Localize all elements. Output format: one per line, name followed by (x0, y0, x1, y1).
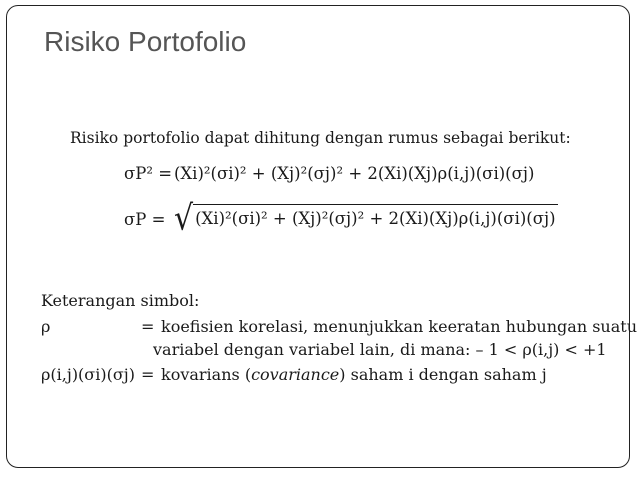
legend-definition-after: ) saham i dengan saham j (339, 365, 547, 384)
variance-formula-rhs: (Xi)²(σi)² + (Xj)²(σj)² + 2(Xi)(Xj)ρ(i,j)(σi)(σj) (174, 164, 535, 183)
stddev-formula-lhs: σP = (124, 209, 166, 229)
stddev-formula-radicand: (Xi)²(σi)² + (Xj)²(σj)² + 2(Xi)(Xj)ρ(i,j)(σi)(σj) (193, 204, 557, 234)
square-root (174, 198, 558, 239)
legend-heading: Keterangan simbol: (41, 291, 200, 310)
legend-symbol: ρ(i,j)(σi)(σj) (41, 365, 135, 384)
legend-equals: = (141, 317, 155, 336)
slide-frame (6, 5, 630, 468)
legend-definition (161, 365, 547, 384)
legend-symbol: ρ (41, 317, 51, 336)
legend-definition: koefisien korelasi, menunjukkan keeratan hubungan suatu (161, 317, 637, 336)
slide-title: Risiko Portofolio (44, 26, 247, 57)
legend-definition-italic: covariance (251, 365, 340, 384)
stddev-formula (124, 198, 558, 239)
legend-row-rho (41, 317, 637, 336)
legend-definition-continued: variabel dengan variabel lain, di mana: – 1 < ρ(i,j) < +1 (153, 340, 607, 359)
variance-formula-lhs: σP² = (124, 164, 173, 183)
legend-row-covariance (41, 365, 547, 384)
sqrt-symbol: √ (174, 198, 194, 239)
variance-formula (124, 164, 534, 183)
legend-equals: = (141, 365, 155, 384)
legend-definition-before: kovarians ( (161, 365, 252, 384)
intro-text: Risiko portofolio dapat dihitung dengan rumus sebagai berikut: (70, 129, 571, 147)
